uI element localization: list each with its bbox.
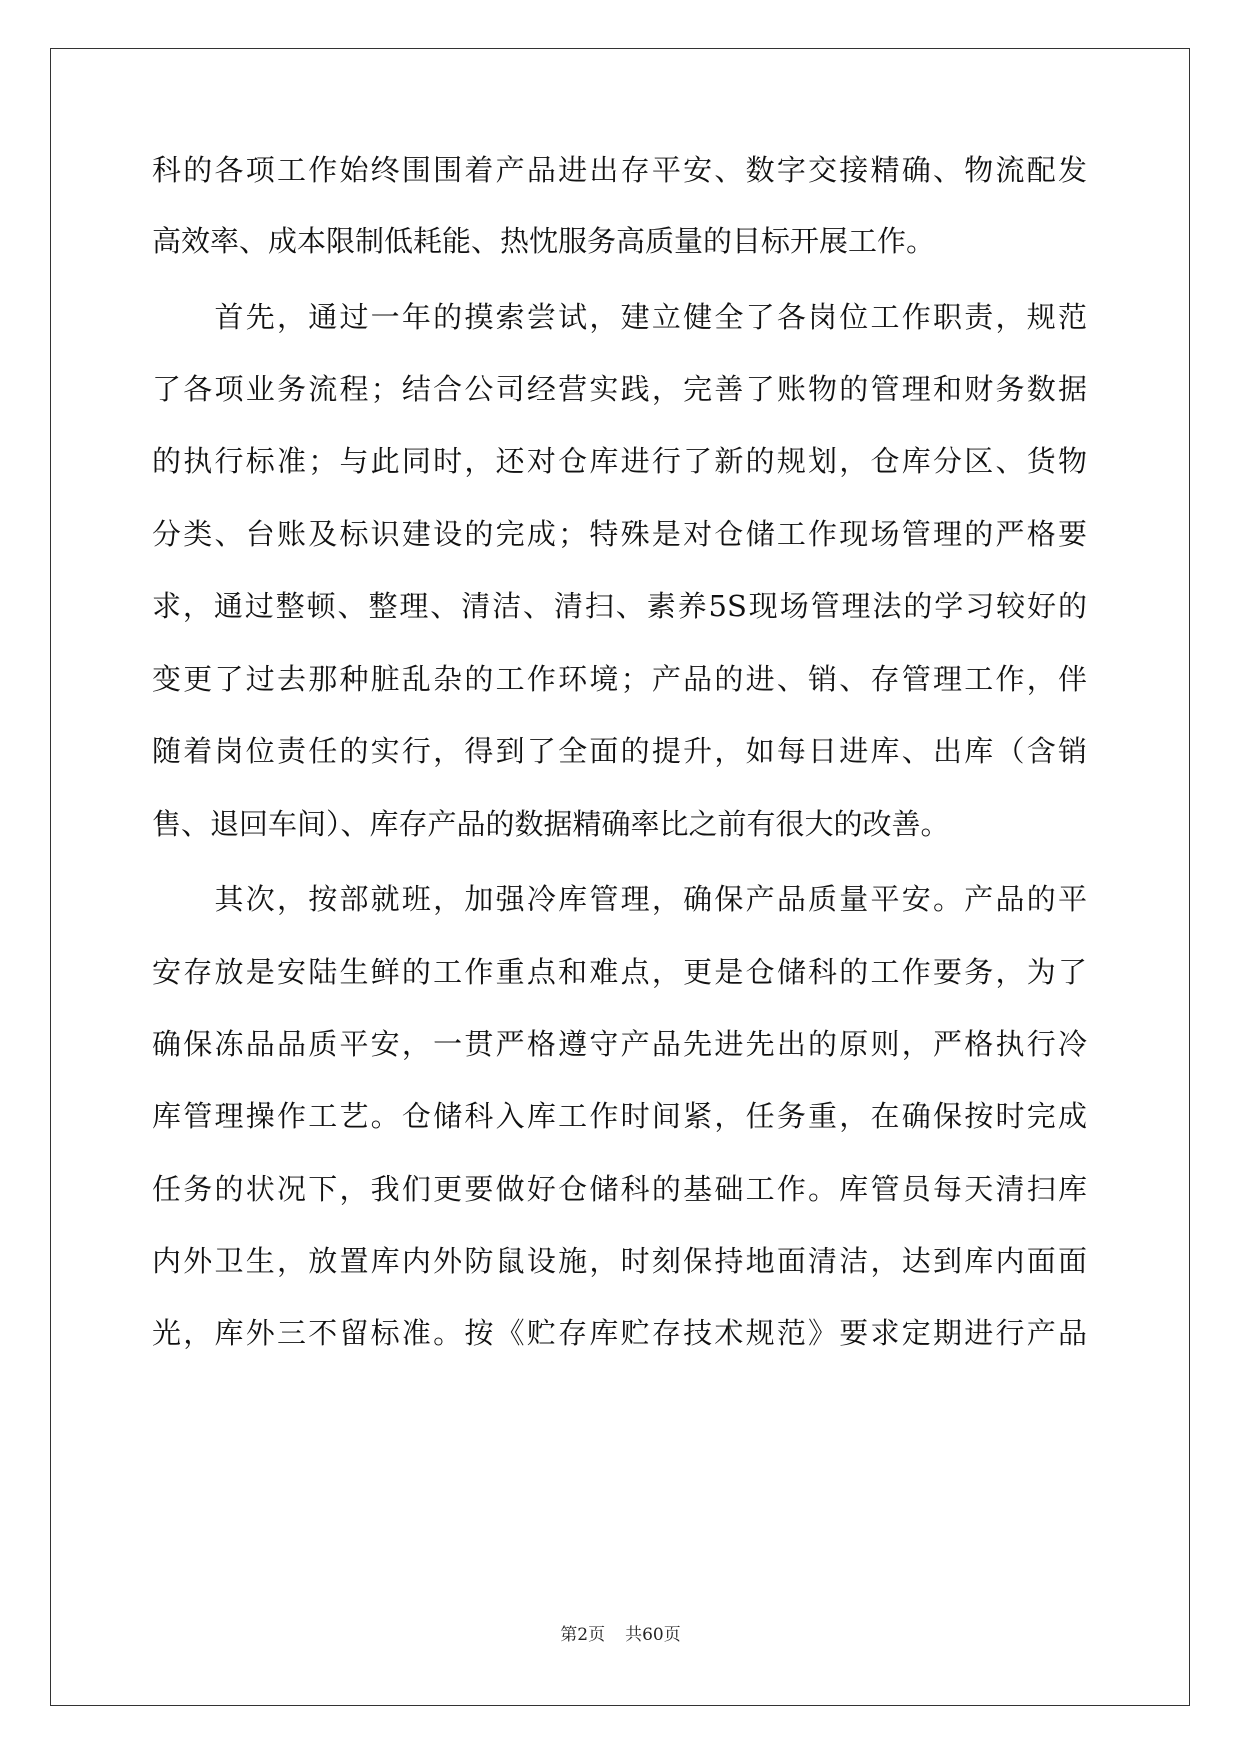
body-line: 求，通过整顿、整理、清洁、清扫、素养5S现场管理法的学习较好的 — [152, 589, 1087, 623]
page-footer — [0, 1620, 1241, 1645]
body-line: 科的各项工作始终围围着产品进出存平安、数字交接精确、物流配发 — [152, 153, 1087, 187]
body-line: 变更了过去那种脏乱杂的工作环境；产品的进、销、存管理工作，伴 — [152, 662, 1087, 696]
body-line: 高效率、成本限制低耗能、热忱服务高质量的目标开展工作。 — [152, 224, 936, 258]
body-line: 安存放是安陆生鲜的工作重点和难点，更是仓储科的工作要务，为了 — [152, 955, 1087, 989]
body-line: 的执行标准；与此同时，还对仓库进行了新的规划，仓库分区、货物 — [152, 444, 1087, 478]
body-line: 了各项业务流程；结合公司经营实践，完善了账物的管理和财务数据 — [152, 372, 1087, 406]
body-line: 分类、台账及标识建设的完成；特殊是对仓储工作现场管理的严格要 — [152, 517, 1087, 551]
body-line: 光，库外三不留标准。按《贮存库贮存技术规范》要求定期进行产品 — [152, 1316, 1087, 1350]
page-number: 第2页 — [560, 1625, 606, 1645]
page-total: 共60页 — [625, 1625, 681, 1645]
body-line: 库管理操作工艺。仓储科入库工作时间紧，任务重，在确保按时完成 — [152, 1099, 1087, 1133]
body-line: 其次，按部就班，加强冷库管理，确保产品质量平安。产品的平 — [152, 882, 1087, 916]
body-line: 售、退回车间）、库存产品的数据精确率比之前有很大的改善。 — [152, 807, 950, 841]
body-line: 任务的状况下，我们更要做好仓储科的基础工作。库管员每天清扫库 — [152, 1172, 1087, 1206]
body-line: 内外卫生，放置库内外防鼠设施，时刻保持地面清洁，达到库内面面 — [152, 1244, 1087, 1278]
body-line: 随着岗位责任的实行，得到了全面的提升，如每日进库、出库（含销 — [152, 734, 1087, 768]
body-line: 确保冻品品质平安，一贯严格遵守产品先进先出的原则，严格执行冷 — [152, 1027, 1087, 1061]
body-line: 首先，通过一年的摸索尝试，建立健全了各岗位工作职责，规范 — [152, 300, 1087, 334]
